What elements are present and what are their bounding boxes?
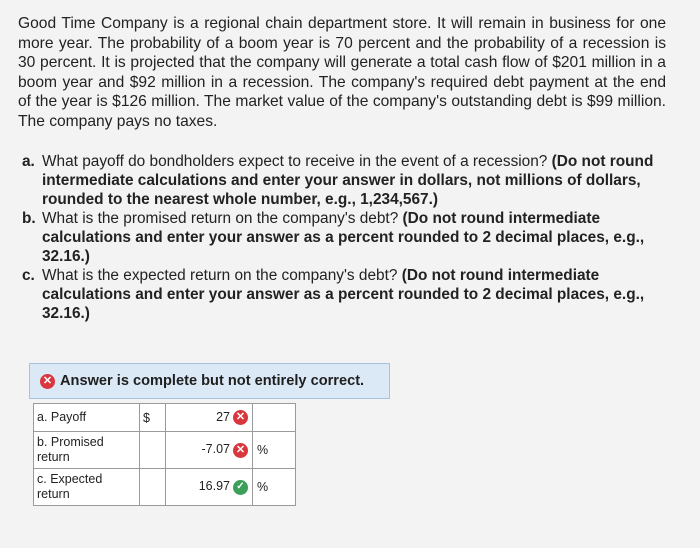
- problem-statement: Good Time Company is a regional chain department store. It will remain in business for one more year. The probability of a boom year is 70 percent and the probability of a recession is 30 percent. It is projected that the company will generate a total cash flow of $201 million in a boom year and $92 million in a recession. The company's required debt payment at the end of the year is $126 million. The market value of the company's outstanding debt is $99 million. The company pays no taxes.: [18, 15, 666, 130]
- question-text: What is the expected return on the company's debt?: [42, 267, 398, 284]
- question-text: What payoff do bondholders expect to receive in the event of a recession?: [42, 153, 548, 170]
- question-letter: c.: [22, 267, 35, 284]
- answer-value: -7.07: [201, 442, 230, 457]
- currency-symbol: $: [140, 404, 166, 432]
- unit-cell: [253, 404, 296, 432]
- answer-input-expected-return[interactable]: [166, 469, 253, 506]
- unit-cell: %: [253, 432, 296, 469]
- question-text: What is the promised return on the company's debt?: [42, 210, 399, 227]
- question-c: [22, 266, 662, 323]
- x-circle-icon: ✕: [40, 374, 55, 389]
- question-b: [22, 209, 662, 266]
- currency-symbol: [140, 432, 166, 469]
- table-row: [34, 404, 296, 432]
- unit-cell: %: [253, 469, 296, 506]
- row-label: b. Promised return: [34, 432, 140, 469]
- answer-value: 16.97: [198, 479, 230, 494]
- answer-status-banner: [29, 363, 390, 399]
- check-circle-icon: ✓: [233, 480, 248, 495]
- row-label: a. Payoff: [34, 404, 140, 432]
- question-a: [22, 152, 662, 209]
- question-instruction: (Do not round intermediate calculations and enter your answer as a percent rounded to 2 decimal places, e.g., 32.16.): [42, 267, 645, 322]
- question-letter: a.: [22, 153, 35, 170]
- question-instruction: (Do not round intermediate calculations and enter your answer in dollars, not millions of dollars, rounded to the nearest whole number, e.g., 1,234,567.): [42, 153, 654, 208]
- answer-input-payoff[interactable]: [166, 404, 253, 432]
- question-letter: b.: [22, 210, 36, 227]
- question-instruction: (Do not round intermediate calculations and enter your answer as a percent rounded to 2 decimal places, e.g., 32.16.): [42, 210, 645, 265]
- questions-list: [22, 152, 662, 323]
- answer-input-promised-return[interactable]: [166, 432, 253, 469]
- incorrect-icon: ✕: [233, 443, 248, 458]
- table-row: [34, 469, 296, 506]
- incorrect-icon: ✕: [233, 410, 248, 425]
- row-label: c. Expected return: [34, 469, 140, 506]
- table-row: [34, 432, 296, 469]
- answer-value: 27: [216, 409, 230, 424]
- currency-symbol: [140, 469, 166, 506]
- answer-status-text: Answer is complete but not entirely correct.: [60, 373, 365, 389]
- answer-table: [33, 403, 296, 506]
